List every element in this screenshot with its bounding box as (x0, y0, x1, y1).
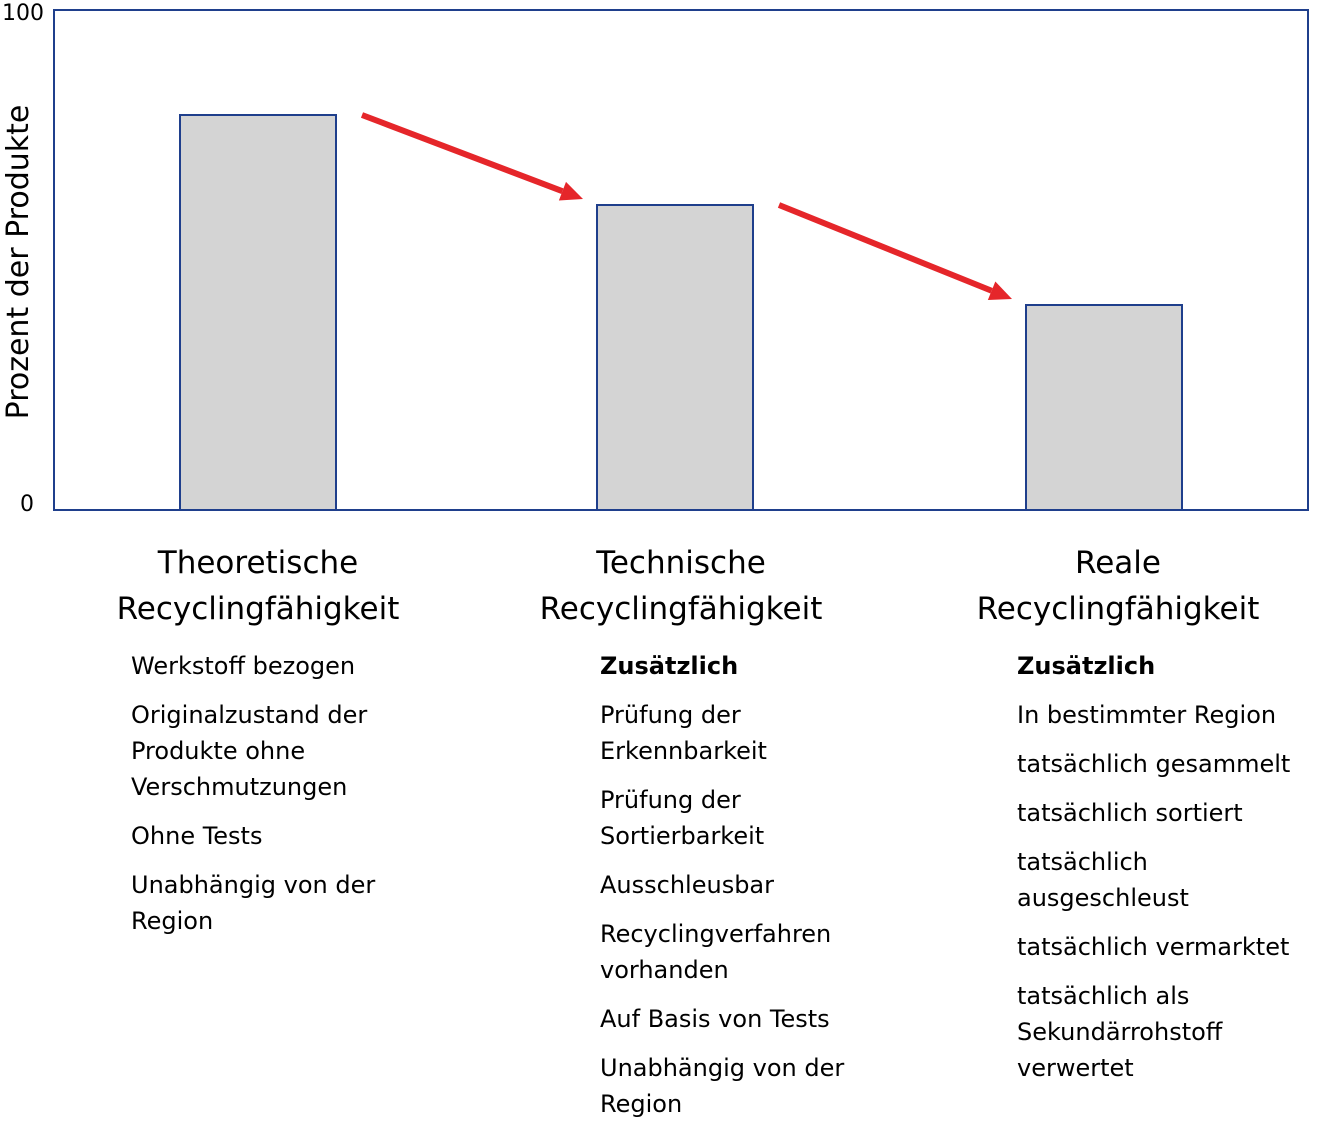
criteria-item: tatsächlich sortiert (1017, 799, 1243, 827)
category-label-real: Reale Recyclingfähigkeit (976, 545, 1260, 627)
criteria-item: Originalzustand der Produkte ohne Verschmutzungen (131, 701, 368, 801)
criteria-item: Werkstoff bezogen (131, 652, 356, 680)
trend-arrow-2 (779, 205, 1012, 300)
trend-arrow-shaft (779, 205, 992, 291)
bar-theoretical (180, 115, 336, 510)
criteria-item: tatsächlich ausgeschleust (1017, 848, 1189, 912)
criteria-list-technical (600, 648, 870, 1122)
criteria-header: Zusätzlich (1017, 652, 1156, 680)
bar-chart (0, 0, 1323, 530)
y-tick-0: 0 (20, 492, 34, 517)
category-label-technical: Technische Recyclingfähigkeit (539, 545, 823, 627)
trend-arrow-1 (362, 115, 583, 201)
criteria-item: In bestimmter Region (1017, 701, 1277, 729)
criteria-header: Zusätzlich (600, 652, 739, 680)
criteria-item: Prüfung der Sortierbarkeit (600, 786, 765, 850)
criteria-item: Recyclingverfahren vorhanden (600, 920, 832, 984)
criteria-item: tatsächlich als Sekundärrohstoff verwertet (1017, 982, 1223, 1082)
criteria-item: Unabhängig von der Region (131, 871, 376, 935)
trend-arrow-head (559, 182, 583, 201)
criteria-item: Auf Basis von Tests (600, 1005, 830, 1033)
bar-technical (597, 205, 753, 510)
criteria-item: Unabhängig von der Region (600, 1054, 845, 1118)
criteria-list-theoretical (131, 648, 431, 939)
criteria-item: Ausschleusbar (600, 871, 774, 899)
criteria-item: tatsächlich vermarktet (1017, 933, 1290, 961)
criteria-list-real (1017, 648, 1323, 1086)
bar-real (1026, 305, 1182, 510)
criteria-item: Ohne Tests (131, 822, 263, 850)
y-tick-100: 100 (2, 1, 44, 26)
trend-arrow-shaft (362, 115, 562, 191)
criteria-item: tatsächlich gesammelt (1017, 750, 1291, 778)
y-axis-label: Prozent der Produkte (1, 104, 36, 420)
category-label-theoretical: Theoretische Recyclingfähigkeit (116, 545, 400, 627)
bars (180, 115, 1182, 510)
criteria-item: Prüfung der Erkennbarkeit (600, 701, 767, 765)
